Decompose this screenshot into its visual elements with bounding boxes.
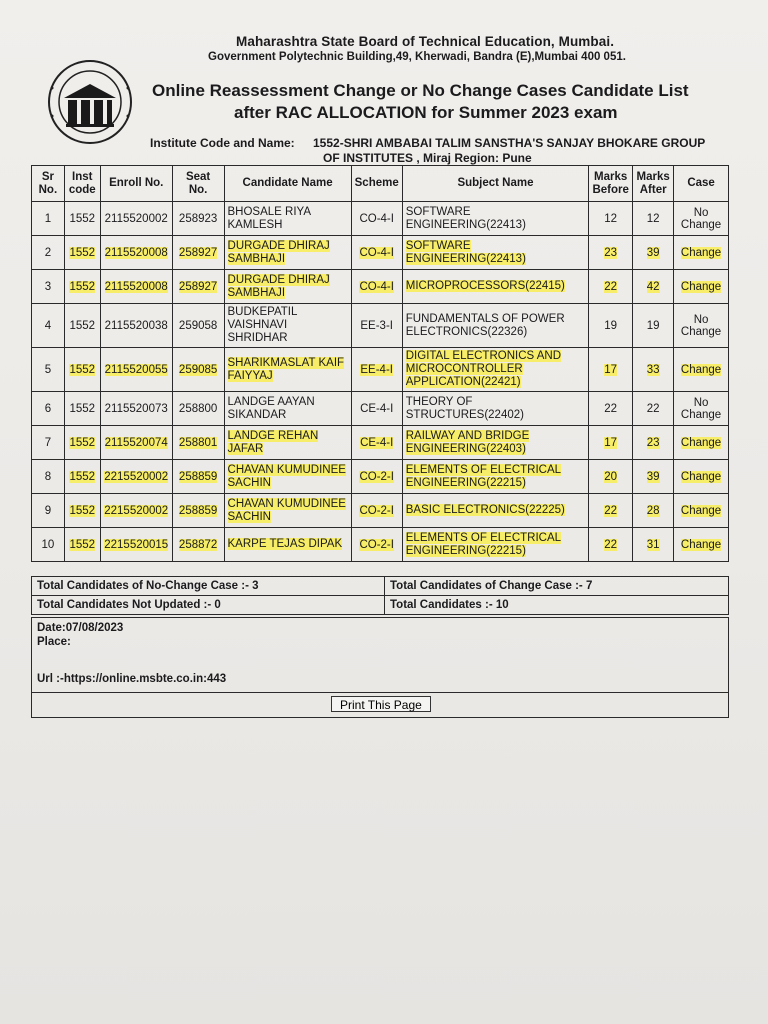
row-marks-after-text: 28 — [646, 504, 660, 517]
row-enroll-no-text: 2115520055 — [104, 363, 168, 376]
row-case — [674, 460, 729, 494]
row-marks-after — [633, 426, 674, 460]
table-row — [32, 392, 729, 426]
row-inst-code — [64, 494, 100, 528]
row-inst-code-text: 1552 — [69, 363, 96, 376]
row-marks-before-text: 19 — [604, 319, 618, 332]
row-inst-code-text: 1552 — [69, 436, 96, 449]
row-subject-name — [402, 494, 588, 528]
row-case — [674, 494, 729, 528]
row-marks-after-text: 19 — [646, 319, 660, 332]
row-marks-after — [633, 460, 674, 494]
row-case-text: Change — [680, 504, 722, 517]
row-inst-code-text: 1552 — [69, 504, 96, 517]
row-marks-after-text: 23 — [646, 436, 660, 449]
row-scheme-text: CO-2-I — [359, 504, 394, 517]
row-candidate-name-text: BUDKEPATIL VAISHNAVI SHRIDHAR — [227, 306, 297, 344]
row-inst-code — [64, 304, 100, 348]
row-sr-text: 8 — [44, 470, 52, 483]
row-marks-before — [589, 528, 633, 562]
institute-name-line2: OF INSTITUTES , Miraj Region: Pune — [323, 151, 532, 165]
row-enroll-no — [100, 236, 172, 270]
table-row — [32, 236, 729, 270]
row-inst-code — [64, 460, 100, 494]
row-case — [674, 304, 729, 348]
row-candidate-name-text: SHARIKMASLAT KAIF FAIYYAJ — [227, 356, 345, 382]
row-case — [674, 392, 729, 426]
row-sr-text: 10 — [41, 538, 55, 551]
row-candidate-name — [224, 460, 351, 494]
row-marks-before-text: 12 — [604, 212, 618, 225]
row-enroll-no-text: 2115520008 — [104, 246, 168, 259]
row-subject-name — [402, 236, 588, 270]
row-case — [674, 426, 729, 460]
row-inst-code — [64, 202, 100, 236]
row-scheme-text: CO-4-I — [359, 246, 394, 259]
row-inst-code — [64, 270, 100, 304]
row-seat-no — [172, 270, 224, 304]
row-sr-text: 7 — [44, 436, 52, 449]
row-case-text: Change — [680, 470, 722, 483]
table-body — [32, 202, 729, 562]
row-candidate-name-text: DURGADE DHIRAJ SAMBHAJI — [227, 273, 330, 299]
row-candidate-name-text: LANDGE REHAN JAFAR — [227, 429, 319, 455]
row-marks-before-text: 22 — [604, 538, 618, 551]
row-inst-code — [64, 348, 100, 392]
row-enroll-no-text: 2215520002 — [104, 470, 169, 483]
row-candidate-name — [224, 202, 351, 236]
row-enroll-no — [100, 348, 172, 392]
row-subject-name-text: THEORY OF STRUCTURES(22402) — [405, 395, 524, 421]
row-case-text: Change — [680, 363, 722, 376]
row-marks-after — [633, 392, 674, 426]
row-enroll-no — [100, 202, 172, 236]
row-sr — [32, 460, 65, 494]
row-sr — [32, 528, 65, 562]
page-title-line2: after RAC ALLOCATION for Summer 2023 exam — [234, 103, 618, 122]
row-sr-text: 6 — [44, 402, 52, 415]
row-sr-text: 5 — [44, 363, 52, 376]
row-seat-no-text: 258927 — [178, 246, 218, 259]
row-candidate-name — [224, 426, 351, 460]
row-marks-after-text: 42 — [646, 280, 660, 293]
row-inst-code-text: 1552 — [69, 212, 96, 225]
row-scheme-text: CE-4-I — [360, 436, 394, 449]
row-subject-name-text: ELEMENTS OF ELECTRICAL ENGINEERING(22215) — [405, 463, 562, 489]
row-marks-before — [589, 460, 633, 494]
row-case — [674, 236, 729, 270]
row-candidate-name-text: CHAVAN KUMUDINEE SACHIN — [227, 497, 346, 523]
row-inst-code — [64, 426, 100, 460]
candidate-table — [31, 165, 729, 562]
row-subject-name — [402, 426, 588, 460]
row-seat-no-text: 258800 — [178, 402, 218, 415]
row-enroll-no — [100, 494, 172, 528]
row-scheme-text: CO-4-I — [359, 280, 394, 293]
row-sr — [32, 494, 65, 528]
row-marks-before-text: 22 — [604, 402, 618, 415]
row-candidate-name — [224, 392, 351, 426]
board-name: Maharashtra State Board of Technical Education, Mumbai. — [236, 34, 615, 49]
row-subject-name-text: FUNDAMENTALS OF POWER ELECTRONICS(22326) — [405, 312, 565, 338]
row-candidate-name — [224, 270, 351, 304]
row-case — [674, 270, 729, 304]
row-enroll-no — [100, 528, 172, 562]
row-scheme-text: EE-3-I — [360, 319, 393, 332]
row-subject-name-text: RAILWAY AND BRIDGE ENGINEERING(22403) — [405, 429, 530, 455]
row-seat-no — [172, 494, 224, 528]
row-case-text: No Change — [680, 396, 722, 421]
row-marks-after-text: 12 — [646, 212, 660, 225]
header-enroll-no: Enroll No. — [100, 166, 172, 202]
row-inst-code-text: 1552 — [69, 538, 96, 551]
row-scheme — [351, 236, 402, 270]
row-enroll-no — [100, 270, 172, 304]
row-enroll-no-text: 2115520073 — [104, 402, 168, 415]
row-subject-name-text: ELEMENTS OF ELECTRICAL ENGINEERING(22215) — [405, 531, 562, 557]
row-candidate-name — [224, 494, 351, 528]
row-inst-code-text: 1552 — [69, 470, 96, 483]
row-sr — [32, 236, 65, 270]
row-scheme — [351, 270, 402, 304]
row-scheme — [351, 348, 402, 392]
msbte-logo-icon — [44, 58, 136, 146]
row-marks-after-text: 31 — [646, 538, 660, 551]
row-candidate-name-text: DURGADE DHIRAJ SAMBHAJI — [227, 239, 330, 265]
row-inst-code-text: 1552 — [69, 402, 96, 415]
table-row — [32, 202, 729, 236]
header-marks-before: Marks Before — [589, 166, 633, 202]
row-candidate-name-text: BHOSALE RIYA KAMLESH — [227, 205, 311, 231]
row-seat-no-text: 258859 — [178, 470, 218, 483]
row-scheme — [351, 304, 402, 348]
row-candidate-name — [224, 348, 351, 392]
row-marks-after-text: 39 — [646, 470, 660, 483]
row-enroll-no-text: 2215520015 — [104, 538, 169, 551]
board-address: Government Polytechnic Building,49, Kherwadi, Bandra (E),Mumbai 400 051. — [208, 51, 626, 63]
row-seat-no-text: 258923 — [178, 212, 218, 225]
institute-label: Institute Code and Name: — [150, 136, 295, 150]
row-candidate-name-text: LANDGE AAYAN SIKANDAR — [227, 395, 315, 421]
row-scheme-text: CO-2-I — [359, 538, 394, 551]
row-inst-code-text: 1552 — [69, 280, 96, 293]
row-seat-no — [172, 236, 224, 270]
row-seat-no — [172, 202, 224, 236]
row-candidate-name-text: CHAVAN KUMUDINEE SACHIN — [227, 463, 346, 489]
row-marks-before — [589, 392, 633, 426]
header-candidate-name: Candidate Name — [224, 166, 351, 202]
footer-box — [31, 617, 729, 693]
row-inst-code-text: 1552 — [69, 319, 96, 332]
table-row — [32, 304, 729, 348]
row-marks-before — [589, 202, 633, 236]
row-sr-text: 9 — [44, 504, 52, 517]
row-sr-text: 4 — [44, 319, 52, 332]
row-case-text: Change — [680, 246, 722, 259]
table-row — [32, 426, 729, 460]
header-inst-code: Inst code — [64, 166, 100, 202]
row-marks-before-text: 17 — [604, 436, 618, 449]
header-sr: Sr No. — [32, 166, 65, 202]
row-marks-after — [633, 270, 674, 304]
row-subject-name — [402, 304, 588, 348]
url-text: Url :-https://online.msbte.co.in:443 — [37, 673, 227, 685]
place-text: Place: — [37, 636, 71, 648]
row-enroll-no-text: 2115520008 — [104, 280, 168, 293]
row-case — [674, 528, 729, 562]
row-subject-name — [402, 348, 588, 392]
row-subject-name — [402, 202, 588, 236]
row-enroll-no — [100, 304, 172, 348]
print-row — [31, 692, 729, 718]
print-button[interactable]: Print This Page — [331, 696, 431, 712]
row-enroll-no-text: 2115520074 — [104, 436, 168, 449]
change-count: Total Candidates of Change Case :- 7 — [385, 577, 729, 596]
row-marks-after — [633, 202, 674, 236]
row-candidate-name — [224, 304, 351, 348]
row-marks-before-text: 22 — [604, 504, 618, 517]
row-scheme — [351, 460, 402, 494]
row-marks-after-text: 39 — [646, 246, 660, 259]
row-seat-no-text: 258859 — [178, 504, 218, 517]
row-marks-after — [633, 348, 674, 392]
row-inst-code — [64, 236, 100, 270]
institute-name-line1: 1552-SHRI AMBABAI TALIM SANSTHA'S SANJAY BHOKARE GROUP — [313, 136, 706, 150]
row-sr — [32, 426, 65, 460]
row-marks-before-text: 23 — [604, 246, 618, 259]
row-marks-after — [633, 236, 674, 270]
row-candidate-name — [224, 236, 351, 270]
row-marks-before-text: 22 — [604, 280, 618, 293]
row-scheme — [351, 392, 402, 426]
row-marks-after — [633, 304, 674, 348]
row-candidate-name — [224, 528, 351, 562]
row-case — [674, 348, 729, 392]
row-enroll-no — [100, 460, 172, 494]
row-marks-after-text: 33 — [646, 363, 660, 376]
row-seat-no — [172, 304, 224, 348]
row-enroll-no-text: 2115520038 — [104, 319, 168, 332]
header-subject-name: Subject Name — [402, 166, 588, 202]
row-seat-no — [172, 528, 224, 562]
row-marks-before — [589, 348, 633, 392]
row-scheme — [351, 202, 402, 236]
row-subject-name-text: MICROPROCESSORS(22415) — [405, 280, 565, 292]
row-enroll-no-text: 2115520002 — [104, 212, 168, 225]
row-subject-name — [402, 528, 588, 562]
row-subject-name — [402, 460, 588, 494]
row-marks-after — [633, 494, 674, 528]
row-sr-text: 2 — [44, 246, 52, 259]
no-change-count: Total Candidates of No-Change Case :- 3 — [32, 577, 385, 596]
row-subject-name-text: BASIC ELECTRONICS(22225) — [405, 504, 565, 516]
header-case: Case — [674, 166, 729, 202]
row-seat-no — [172, 426, 224, 460]
row-case-text: Change — [680, 538, 722, 551]
row-marks-before — [589, 426, 633, 460]
row-case-text: No Change — [680, 206, 722, 231]
row-scheme — [351, 426, 402, 460]
row-scheme — [351, 528, 402, 562]
row-case-text: Change — [680, 436, 722, 449]
header-scheme: Scheme — [351, 166, 402, 202]
row-case — [674, 202, 729, 236]
row-seat-no-text: 259085 — [178, 363, 218, 376]
table-row — [32, 270, 729, 304]
row-enroll-no-text: 2215520002 — [104, 504, 169, 517]
date-text: Date:07/08/2023 — [37, 622, 124, 634]
table-row — [32, 494, 729, 528]
row-subject-name — [402, 270, 588, 304]
header-marks-after: Marks After — [633, 166, 674, 202]
row-sr-text: 1 — [44, 212, 52, 225]
row-case-text: Change — [680, 280, 722, 293]
institute-info — [150, 136, 705, 166]
row-case-text: No Change — [680, 313, 722, 338]
row-marks-before — [589, 494, 633, 528]
row-marks-before — [589, 304, 633, 348]
row-subject-name — [402, 392, 588, 426]
row-inst-code — [64, 392, 100, 426]
row-sr — [32, 304, 65, 348]
header-seat-no: Seat No. — [172, 166, 224, 202]
row-enroll-no — [100, 426, 172, 460]
row-inst-code-text: 1552 — [69, 246, 96, 259]
row-subject-name-text: SOFTWARE ENGINEERING(22413) — [405, 239, 526, 265]
row-seat-no — [172, 460, 224, 494]
row-marks-after — [633, 528, 674, 562]
row-sr — [32, 348, 65, 392]
row-scheme-text: CO-2-I — [359, 470, 394, 483]
row-seat-no-text: 258872 — [178, 538, 218, 551]
row-subject-name-text: SOFTWARE ENGINEERING(22413) — [405, 205, 526, 231]
row-scheme — [351, 494, 402, 528]
row-seat-no — [172, 348, 224, 392]
row-scheme-text: CO-4-I — [359, 212, 394, 225]
row-seat-no-text: 259058 — [178, 319, 218, 332]
table-row — [32, 528, 729, 562]
row-scheme-text: EE-4-I — [360, 363, 393, 376]
row-marks-before-text: 20 — [604, 470, 618, 483]
row-enroll-no — [100, 392, 172, 426]
row-inst-code — [64, 528, 100, 562]
table-header-row — [32, 166, 729, 202]
row-sr — [32, 270, 65, 304]
table-row — [32, 460, 729, 494]
row-marks-before — [589, 270, 633, 304]
row-seat-no-text: 258927 — [178, 280, 218, 293]
row-seat-no-text: 258801 — [178, 436, 218, 449]
row-seat-no — [172, 392, 224, 426]
total-count: Total Candidates :- 10 — [385, 596, 729, 615]
row-marks-before — [589, 236, 633, 270]
row-marks-after-text: 22 — [646, 402, 660, 415]
row-scheme-text: CE-4-I — [360, 402, 394, 415]
row-sr — [32, 392, 65, 426]
not-updated-count: Total Candidates Not Updated :- 0 — [32, 596, 385, 615]
row-marks-before-text: 17 — [604, 363, 618, 376]
page-title-line1: Online Reassessment Change or No Change Cases Candidate List — [152, 81, 689, 100]
table-row — [32, 348, 729, 392]
row-sr — [32, 202, 65, 236]
summary-table — [31, 576, 729, 615]
row-subject-name-text: DIGITAL ELECTRONICS AND MICROCONTROLLER APPLICATION(22421) — [405, 350, 562, 388]
row-sr-text: 3 — [44, 280, 52, 293]
row-candidate-name-text: KARPE TEJAS DIPAK — [227, 538, 343, 550]
